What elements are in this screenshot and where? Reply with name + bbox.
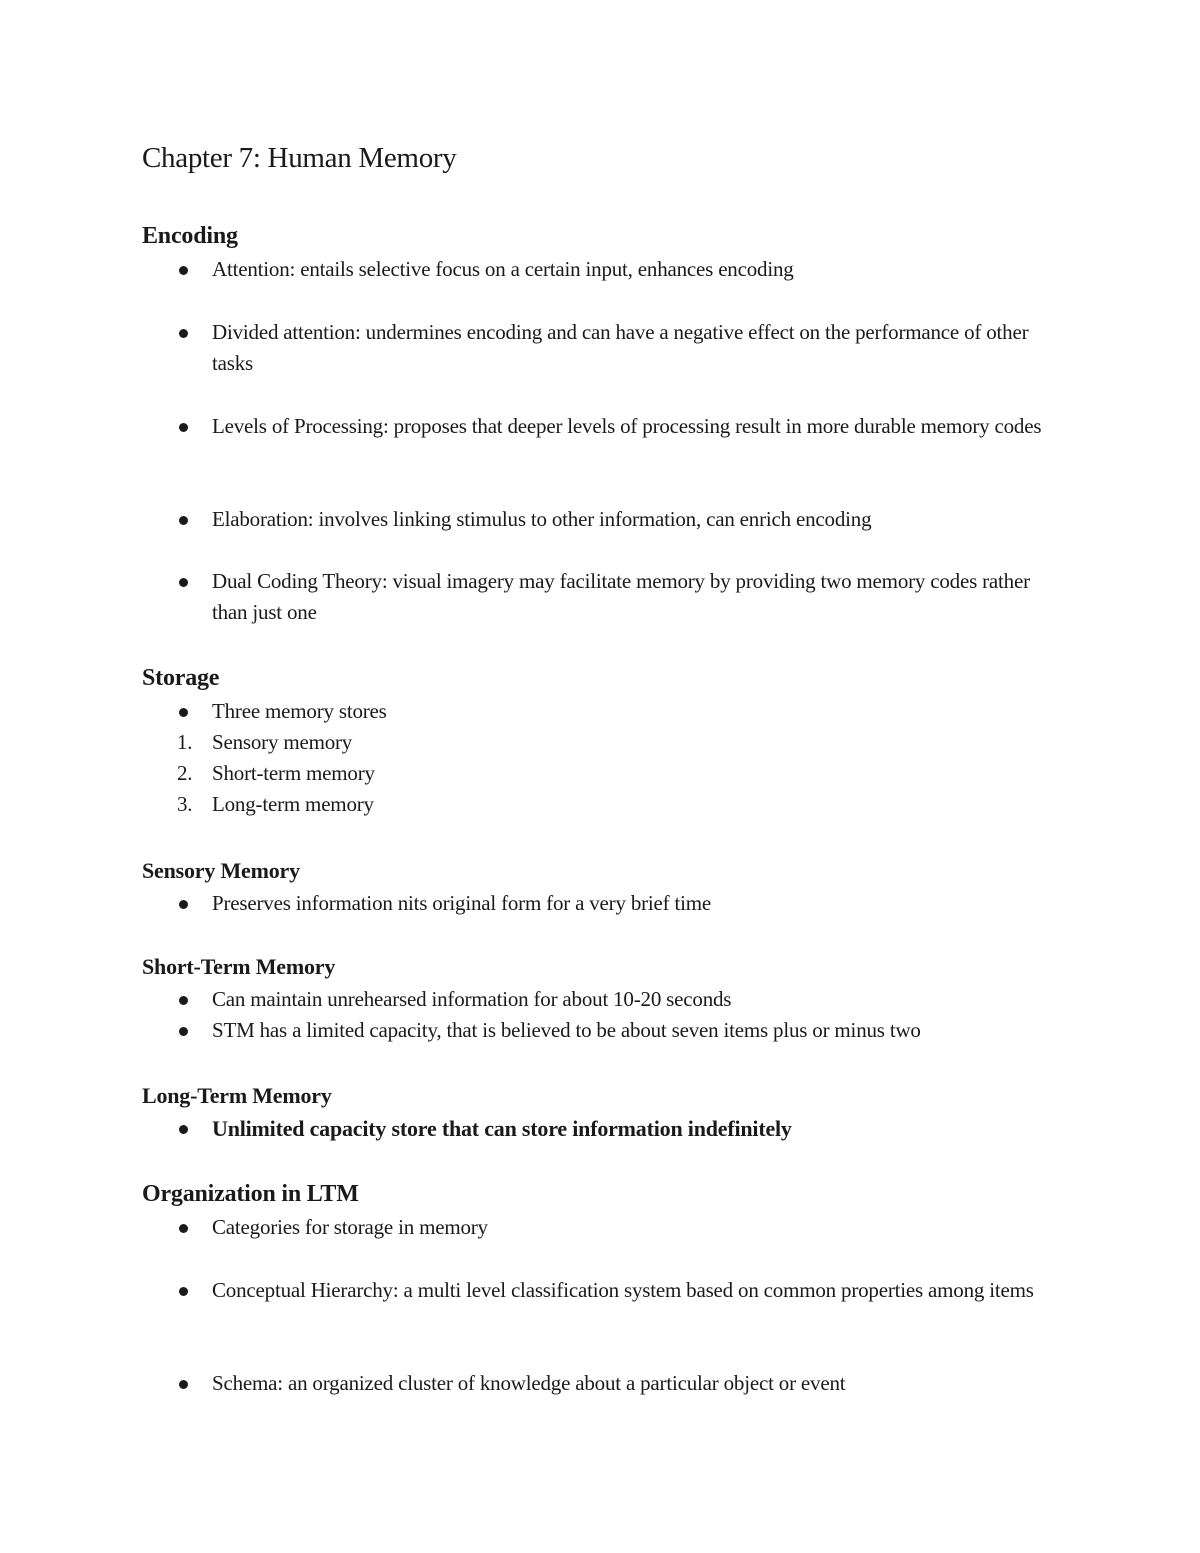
numbered-item: 1. Sensory memory <box>177 730 353 754</box>
section-heading-organization-in-ltm: Organization in LTM <box>142 1181 359 1207</box>
bullet-icon <box>179 900 188 909</box>
bullet-icon <box>179 996 188 1005</box>
list-item: Dual Coding Theory: visual imagery may facilitate memory by providing two memory codes rather than just one <box>172 566 1052 628</box>
list-item: Categories for storage in memory <box>172 1212 1052 1243</box>
bullet-icon <box>179 423 188 432</box>
list-item: Elaboration: involves linking stimulus to other information, can enrich encoding <box>172 504 1052 535</box>
bullet-icon <box>179 516 188 525</box>
list-item: Levels of Processing: proposes that deeper levels of processing result in more durable memory codes <box>172 411 1052 442</box>
section-heading-long-term-memory: Long-Term Memory <box>142 1083 332 1108</box>
list-item: Unlimited capacity store that can store information indefinitely <box>172 1113 1052 1144</box>
bullet-icon <box>179 708 188 717</box>
page-title: Chapter 7: Human Memory <box>142 142 457 174</box>
bullet-icon <box>179 1125 188 1134</box>
list-item: STM has a limited capacity, that is believed to be about seven items plus or minus two <box>172 1015 1052 1046</box>
list-item: Preserves information nits original form for a very brief time <box>172 888 1052 919</box>
bullet-icon <box>179 1224 188 1233</box>
numbered-item: 3. Long-term memory <box>177 792 374 816</box>
numbered-item: 2. Short-term memory <box>177 761 375 785</box>
bullet-icon <box>179 1380 188 1389</box>
bullet-icon <box>179 266 188 275</box>
bullet-icon <box>179 1027 188 1036</box>
bullet-icon <box>179 329 188 338</box>
section-heading-short-term-memory: Short-Term Memory <box>142 954 336 979</box>
list-item: Schema: an organized cluster of knowledge about a particular object or event <box>172 1368 1052 1399</box>
section-heading-encoding: Encoding <box>142 223 238 249</box>
section-heading-sensory-memory: Sensory Memory <box>142 858 300 883</box>
bullet-icon <box>179 578 188 587</box>
list-item: Attention: entails selective focus on a certain input, enhances encoding <box>172 254 1052 285</box>
section-heading-storage: Storage <box>142 665 220 691</box>
list-item: Three memory stores <box>172 696 1052 727</box>
list-item: Conceptual Hierarchy: a multi level classification system based on common properties among items <box>172 1275 1052 1306</box>
list-item: Divided attention: undermines encoding and can have a negative effect on the performance of other tasks <box>172 317 1052 379</box>
list-item: Can maintain unrehearsed information for about 10-20 seconds <box>172 984 1052 1015</box>
bullet-icon <box>179 1287 188 1296</box>
